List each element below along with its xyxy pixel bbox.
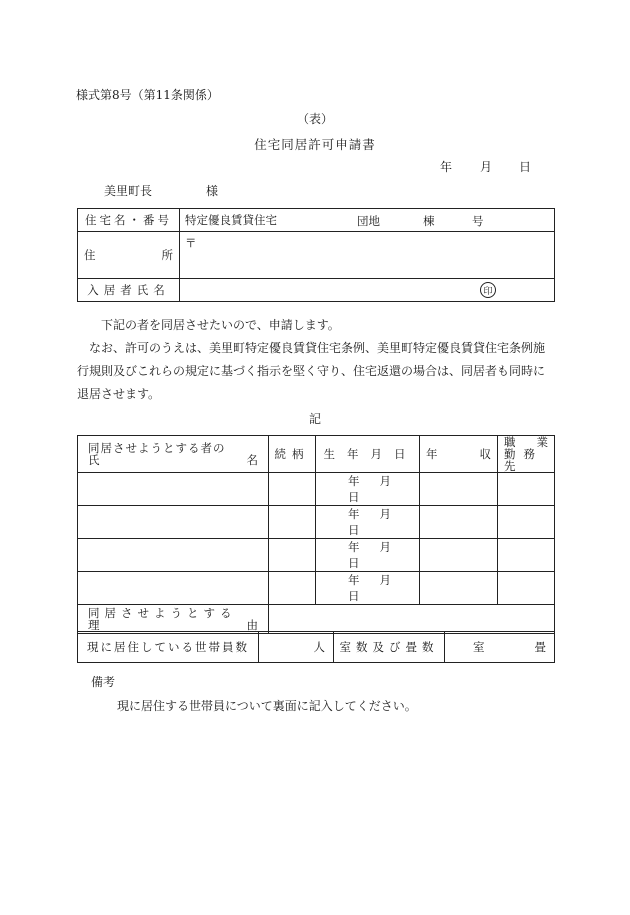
tatami-unit: 畳 [534,640,546,654]
rooms-value-cell[interactable] [445,632,555,663]
addressee-honorific: 様 [206,184,219,198]
job-header: 職 業 勤務先 [498,436,555,473]
job-cell[interactable] [498,506,555,539]
birth-cell[interactable]: 年 月日 [316,572,420,605]
table-row [78,473,555,506]
table-row [78,539,555,572]
rooms-label: 室数及び畳数 [334,632,445,663]
income-header: 年 収 [420,436,498,473]
birth-cell[interactable]: 年 月日 [316,473,420,506]
applicant-table [77,208,555,302]
name-cell[interactable] [78,572,269,605]
danchi-label: 団地 [357,214,380,228]
income-cell[interactable] [420,473,498,506]
members-label: 現に居住している世帯員数 [78,632,259,663]
address-label-cell [78,232,180,279]
members-unit: 人 [313,640,325,654]
name-cell[interactable] [78,539,269,572]
members-value-cell[interactable] [259,632,334,663]
front-side-label: （表） [296,112,333,126]
date-month: 月 [480,160,493,174]
resident-value-cell[interactable] [180,279,555,302]
relation-cell[interactable] [269,473,316,506]
condition-text: なお、許可のうえは、美里町特定優良賃貸住宅条例、美里町特定優良賃貸住宅条例施行規則及びこれらの規定に基づく指示を堅く守り、住宅返還の場合は、同居者も同時に退居させます。 [77,341,546,401]
birth-cell[interactable]: 年 月日 [316,539,420,572]
remarks-heading: 備考 [91,675,116,689]
postal-mark: 〒 [185,236,197,250]
table-row [78,572,555,605]
income-cell[interactable] [420,572,498,605]
household-table [77,631,555,663]
house-label: 住宅名・番号 [85,213,172,227]
birth-cell[interactable]: 年 月日 [316,506,420,539]
relation-cell[interactable] [269,506,316,539]
income-cell[interactable] [420,539,498,572]
date-year: 年 [440,160,453,174]
addressee: 美里町長 [104,184,153,198]
job-cell[interactable] [498,572,555,605]
name-header: 同居させようとする者の 氏 名 [78,436,269,473]
relation-header: 続柄 [269,436,316,473]
rooms-unit: 室 [473,640,485,654]
ki-label: 記 [308,412,321,426]
cohabitant-table [77,435,555,634]
resident-label: 入居者氏名 [87,283,170,297]
remarks-text: 現に居住する世帯員について裏面に記入してください。 [117,699,417,713]
name-cell[interactable] [78,506,269,539]
gou-label: 号 [472,214,484,228]
tou-label: 棟 [423,214,435,228]
reason-value-cell[interactable] [269,605,555,634]
relation-cell[interactable] [269,572,316,605]
house-value-cell[interactable] [180,209,555,232]
house-value: 特定優良賃貸住宅 [185,213,277,227]
house-label-cell [78,209,180,232]
reason-label: 同居させようとする 理 由 [78,605,269,634]
job-cell[interactable] [498,473,555,506]
relation-cell[interactable] [269,539,316,572]
resident-label-cell [78,279,180,302]
page-title: 住宅同居許可申請書 [254,137,376,152]
date-day: 日 [519,160,532,174]
address-label: 住 所 [84,248,173,262]
reason-row [78,605,555,634]
seal-mark: 印 [480,282,496,298]
income-cell[interactable] [420,506,498,539]
form-number: 様式第8号（第11条関係） [76,88,219,102]
table-row [78,506,555,539]
address-value-cell[interactable] [180,232,555,279]
request-text: 下記の者を同居させたいので、申請します。 [101,318,340,332]
job-cell[interactable] [498,539,555,572]
name-cell[interactable] [78,473,269,506]
birth-header: 生年月日 [316,436,420,473]
table-header-row [78,436,555,473]
